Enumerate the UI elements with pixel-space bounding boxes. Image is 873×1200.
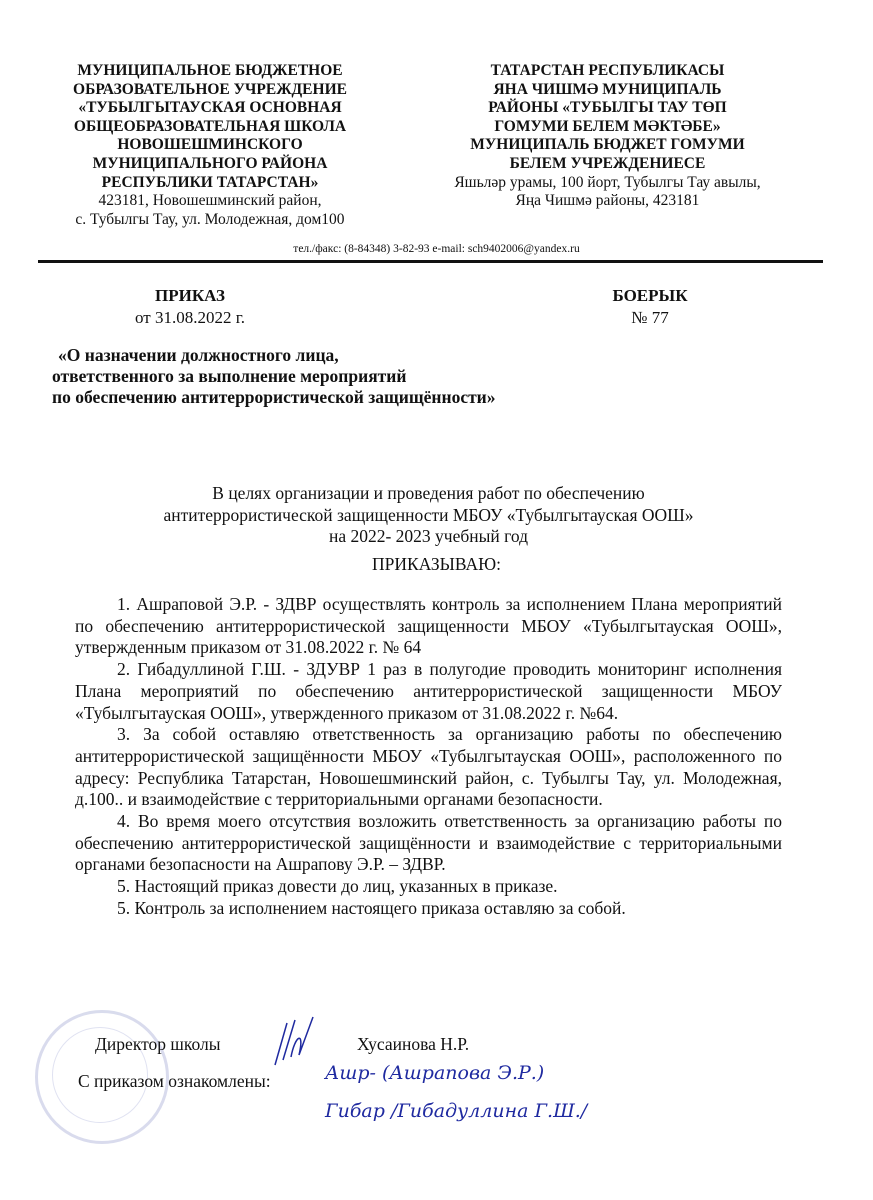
director-name: Хусаинова Н.Р. (357, 1034, 470, 1054)
header-left-line: НОВОШЕШМИНСКОГО (117, 136, 303, 154)
intro-line: В целях организации и проведения работ по обеспечению (212, 483, 645, 503)
order-word: ПРИКАЗЫВАЮ: (372, 554, 501, 574)
title-line: «О назначении должностного лица, (58, 345, 339, 365)
order-item: 2. Гибадуллиной Г.Ш. - ЗДУВР 1 раз в полугодие проводить мониторинг исполнения Плана мероприятий по обеспечению антитеррористической защищенности МБОУ «Тубылгытауская ООШ», утвержденного приказом от 31.08.2022 г. №64. (75, 659, 782, 723)
header-left-address: с. Тубылгы Тау, ул. Молодежная, дом100 (75, 210, 345, 228)
intro-line: на 2022- 2023 учебный год (328, 526, 529, 546)
header-left-line: РЕСПУБЛИКИ ТАТАРСТАН» (101, 173, 319, 191)
header-right-line: ЯНА ЧИШМӘ МУНИЦИПАЛЬ (493, 80, 722, 98)
intro-line: антитеррористической защищенности МБОУ «Тубылгытауская ООШ» (163, 504, 694, 525)
order-items (75, 594, 782, 920)
order-title (52, 345, 496, 408)
order-item: 1. Ашраповой Э.Р. - ЗДВР осуществлять контроль за исполнением Плана мероприятий по обеспечению антитеррористической защищенности МБОУ «Тубылгытауская ООШ», утвержденным приказом от 31.08.2022 г. № 64 (75, 594, 782, 658)
header-divider (38, 260, 823, 263)
header-left-address: 423181, Новошешминский район, (98, 192, 322, 210)
order-date: от 31.08.2022 г. (134, 308, 245, 327)
header-right (430, 62, 785, 211)
header-right-line: РАЙОНЫ «ТУБЫЛГЫ ТАУ ТӨП (488, 99, 727, 117)
order-left (90, 285, 290, 329)
header-right-line: МУНИЦИПАЛЬ БЮДЖЕТ ГОМУМИ (470, 136, 745, 154)
order-item: 3. За собой оставляю ответственность за организацию работы по обеспечению антитеррористической защищённости МБОУ «Тубылгытауская ООШ», расположенного по адресу: Республика Татарстан, Новошешминский район, с. Тубылгы Тау, ул. Молодежная, д.100.. и взаимодействие с территориальными органами безопасности. (75, 724, 782, 810)
header-right-line: ГОМУМИ БЕЛЕМ МӘКТӘБЕ» (494, 117, 721, 135)
order-item: 4. Во время моего отсутствия возложить ответственность за организацию работы по обеспечению антитеррористической защищённости и взаимодействие с территориальными органами безопасности на Ашрапову Э.Р. – ЗДВР. (75, 811, 782, 875)
order-right (560, 285, 740, 329)
header-left-line: МУНИЦИПАЛЬНОЕ БЮДЖЕТНОЕ (77, 62, 343, 79)
director-label: Директор школы (95, 1034, 221, 1054)
handwritten-signature: Ашр- (Ашрапова Э.Р.) (325, 1062, 545, 1084)
director-signature (265, 1015, 325, 1070)
header-right-line: ТАТАРСТАН РЕСПУБЛИКАСЫ (490, 62, 725, 79)
header-left-line: МУНИЦИПАЛЬНОГО РАЙОНА (92, 154, 328, 172)
order-label: ПРИКАЗ (155, 286, 225, 305)
order-item: 5. Настоящий приказ довести до лиц, указанных в приказе. (117, 876, 558, 897)
header-right-address: Яңа Чишмә районы, 423181 (515, 192, 700, 210)
header-left (30, 62, 390, 229)
order-item: 5. Контроль за исполнением настоящего приказа оставляю за собой. (117, 897, 626, 918)
order-label-tatar: БОЕРЫК (612, 286, 688, 305)
header-left-line: ОБЩЕОБРАЗОВАТЕЛЬНАЯ ШКОЛА (73, 117, 347, 135)
header-right-address: Яшьләр урамы, 100 йорт, Тубылгы Тау авылы, (454, 173, 761, 191)
contact-line: тел./факс: (8-84348) 3-82-93 e-mail: sch9402006@yandex.ru (293, 243, 580, 255)
title-line: ответственного за выполнение мероприятий (52, 366, 407, 386)
header-left-line: «ТУБЫЛГЫТАУСКАЯ ОСНОВНАЯ (78, 99, 342, 117)
title-line: по обеспечению антитеррористической защищённости» (52, 387, 496, 407)
handwritten-signature: Гибар /Гибадуллина Г.Ш./ (325, 1100, 588, 1122)
header-right-line: БЕЛЕМ УЧРЕЖДЕНИЕСЕ (509, 154, 706, 172)
acknowledged-label: С приказом ознакомлены: (78, 1071, 271, 1091)
header-left-line: ОБРАЗОВАТЕЛЬНОЕ УЧРЕЖДЕНИЕ (73, 80, 347, 98)
intro (75, 483, 782, 548)
order-number: № 77 (631, 308, 669, 327)
